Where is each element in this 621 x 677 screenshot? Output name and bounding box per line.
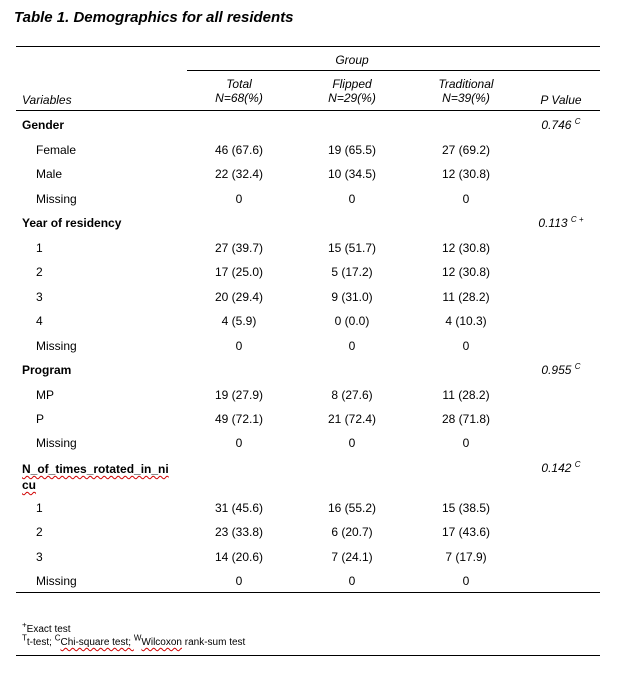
row-label: 4	[36, 314, 43, 328]
cell-flipped: 0	[348, 339, 356, 353]
row-label	[22, 461, 169, 493]
cell-flipped: 16 (55.2)	[327, 501, 377, 515]
p-value-test-symbol: C	[574, 460, 581, 469]
footnote-2	[22, 633, 246, 649]
cell-total: 31 (45.6)	[214, 501, 264, 515]
row-label: Male	[36, 167, 63, 181]
cell-traditional: 0	[462, 339, 470, 353]
cell-total: 0	[235, 192, 243, 206]
p-value-number: 0.955	[541, 363, 572, 377]
p-value	[525, 216, 597, 230]
cell-traditional: 17 (43.6)	[441, 525, 491, 539]
footnote-2-ranksum: rank-sum test	[181, 637, 246, 648]
header-variables: Variables	[22, 93, 72, 107]
row-label: Female	[36, 143, 77, 157]
cell-traditional: 0	[462, 574, 470, 588]
row-label: P	[36, 412, 45, 426]
cell-total: 27 (39.7)	[214, 241, 264, 255]
p-value-test-symbol: C	[574, 362, 581, 371]
cell-traditional: 12 (30.8)	[441, 167, 491, 181]
cell-total: 20 (29.4)	[214, 290, 264, 304]
cell-flipped: 10 (34.5)	[327, 167, 377, 181]
bottom-rule	[16, 592, 600, 593]
cell-traditional: 0	[462, 192, 470, 206]
row-label: Missing	[36, 436, 77, 450]
footnote-2-wilcoxon: Wilcoxon	[141, 637, 182, 648]
cell-flipped: 8 (27.6)	[331, 388, 373, 402]
row-label-line1: N_of_times_rotated_in_ni	[22, 462, 169, 476]
cell-total: 19 (27.9)	[214, 388, 264, 402]
row-label-line2: cu	[22, 478, 37, 492]
row-label: Program	[22, 363, 72, 377]
row-label: 1	[36, 241, 43, 255]
cell-total: 23 (33.8)	[214, 525, 264, 539]
row-label: Missing	[36, 192, 77, 206]
header-rule	[16, 110, 600, 111]
cell-total: 0	[235, 574, 243, 588]
p-value-test-symbol: C	[574, 117, 581, 126]
cell-total: 14 (20.6)	[214, 550, 264, 564]
row-label: Missing	[36, 574, 77, 588]
cell-traditional: 11 (28.2)	[442, 290, 490, 304]
cell-flipped: 15 (51.7)	[327, 241, 377, 255]
top-rule	[16, 46, 600, 47]
row-label: Year of residency	[22, 216, 122, 230]
cell-traditional: 0	[462, 436, 470, 450]
cell-traditional: 4 (10.3)	[445, 314, 487, 328]
cell-flipped: 19 (65.5)	[327, 143, 377, 157]
header-total-n: N=68(%)	[215, 91, 263, 105]
cell-traditional: 27 (69.2)	[441, 143, 491, 157]
p-value-test-symbol: C +	[570, 215, 584, 224]
cell-flipped: 0	[348, 436, 356, 450]
group-header: Group	[335, 53, 369, 67]
cell-traditional: 7 (17.9)	[445, 550, 487, 564]
header-flipped-name: Flipped	[332, 77, 372, 91]
row-label: 3	[36, 290, 43, 304]
p-value-number: 0.142	[541, 461, 572, 475]
row-label: 3	[36, 550, 43, 564]
cell-total: 0	[235, 339, 243, 353]
cell-flipped: 0	[348, 574, 356, 588]
footer-rule	[16, 655, 600, 656]
cell-total: 46 (67.6)	[214, 143, 264, 157]
cell-flipped: 5 (17.2)	[331, 265, 373, 279]
p-value	[525, 118, 597, 132]
cell-total: 22 (32.4)	[214, 167, 264, 181]
footnote-1-symbol: +	[22, 620, 27, 630]
cell-flipped: 9 (31.0)	[331, 290, 373, 304]
row-label: 2	[36, 525, 43, 539]
cell-traditional: 15 (38.5)	[441, 501, 491, 515]
cell-flipped: 6 (20.7)	[331, 525, 373, 539]
cell-total: 49 (72.1)	[214, 412, 264, 426]
header-flipped-n: N=29(%)	[328, 91, 376, 105]
header-total-name: Total	[226, 77, 252, 91]
p-value-number: 0.746	[541, 118, 572, 132]
row-label: 1	[36, 501, 43, 515]
group-rule	[187, 70, 600, 71]
header-traditional	[413, 77, 519, 105]
footnote-2-symbol-t: T	[22, 633, 27, 643]
cell-traditional: 12 (30.8)	[441, 241, 491, 255]
footnote-2-chisquare: Chi-square test;	[60, 637, 134, 648]
cell-flipped: 0	[348, 192, 356, 206]
cell-traditional: 28 (71.8)	[441, 412, 491, 426]
header-traditional-name: Traditional	[438, 77, 494, 91]
header-traditional-n: N=39(%)	[442, 91, 490, 105]
p-value	[525, 461, 597, 475]
footnote-1-text: Exact test	[26, 624, 71, 635]
header-flipped	[299, 77, 405, 105]
table-title: Table 1. Demographics for all residents	[14, 9, 294, 26]
cell-total: 0	[235, 436, 243, 450]
row-label: 2	[36, 265, 43, 279]
cell-flipped: 7 (24.1)	[331, 550, 373, 564]
cell-flipped: 0 (0.0)	[334, 314, 370, 328]
footnote-2-symbol-c: C	[54, 633, 61, 643]
cell-traditional: 11 (28.2)	[442, 388, 490, 402]
footnote-1	[22, 620, 71, 636]
p-value-number: 0.113	[538, 216, 568, 230]
row-label: Gender	[22, 118, 65, 132]
row-label: MP	[36, 388, 54, 402]
header-total	[186, 77, 292, 105]
footnote-2-symbol-w: W	[133, 633, 142, 643]
footnote-2-ttest: t-test;	[26, 637, 55, 648]
cell-total: 4 (5.9)	[221, 314, 257, 328]
cell-flipped: 21 (72.4)	[327, 412, 377, 426]
header-pvalue: P Value	[540, 93, 582, 107]
cell-traditional: 12 (30.8)	[441, 265, 491, 279]
cell-total: 17 (25.0)	[214, 265, 264, 279]
row-label: Missing	[36, 339, 77, 353]
p-value	[525, 363, 597, 377]
